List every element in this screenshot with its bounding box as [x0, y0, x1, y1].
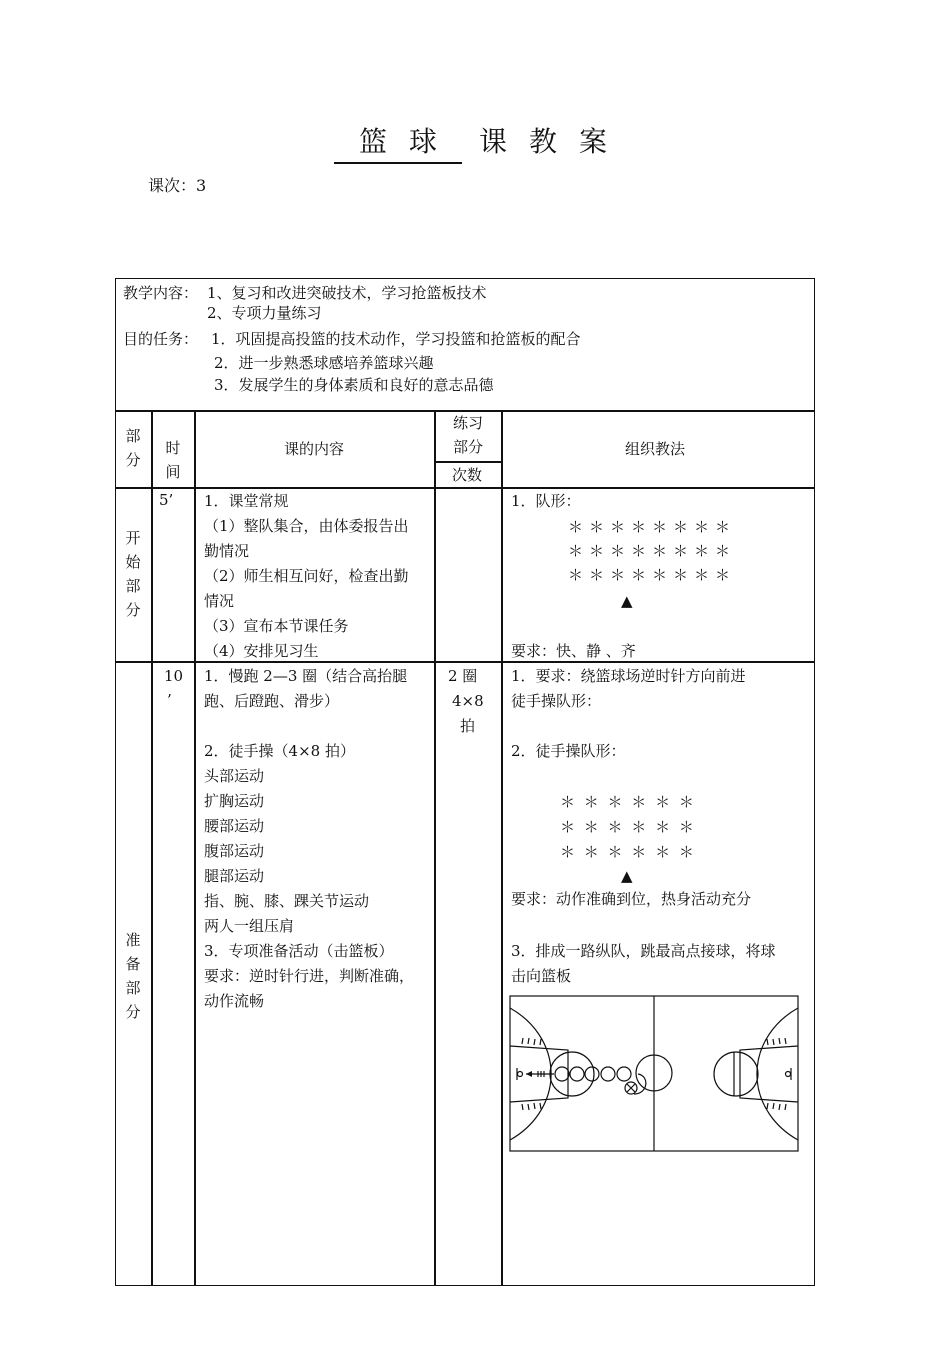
right-key — [740, 1046, 798, 1102]
header-practice: 练习部分 — [452, 414, 483, 456]
formation-row: ＊＊＊＊＊＊＊＊ — [568, 518, 737, 536]
prep-method-line: 徒手操队形： — [511, 692, 602, 710]
player-marker — [555, 1067, 569, 1081]
prep-line: 腿部运动 — [204, 867, 265, 885]
start-line: 勤情况 — [204, 542, 250, 560]
right-hoop — [786, 1072, 791, 1077]
prep-requirement: 要求：动作准确到位，热身活动充分 — [511, 890, 752, 908]
prep-line: 要求：逆时针行进，判断准确， — [204, 967, 415, 985]
start-line: （3）宣布本节课任务 — [204, 617, 349, 635]
start-line: （4）安排见习生 — [204, 642, 319, 660]
right-free-throw-circle — [714, 1052, 758, 1096]
prep-line: 头部运动 — [204, 767, 265, 785]
header-part: 部分 — [125, 427, 141, 469]
start-requirement: 要求：快、静 、齐 — [511, 642, 636, 660]
player-marker — [601, 1067, 615, 1081]
formation-row: ＊ ＊ ＊ ＊ ＊ ＊ — [560, 818, 696, 836]
start-line: 1．课堂常规 — [204, 492, 289, 510]
player-marker — [570, 1067, 584, 1081]
drill-line: 3．排成一路纵队，跳最高点接球，将球 — [511, 942, 776, 960]
divider — [151, 410, 153, 1286]
content-item-1: 1、复习和改进突破技术，学习抢篮板技术 — [207, 284, 487, 302]
header-content: 课的内容 — [284, 440, 345, 458]
header-count: 次数 — [452, 466, 483, 484]
title-underlined — [334, 120, 462, 164]
teacher-marker: ▲ — [621, 867, 633, 885]
prep-time: 10 — [164, 667, 184, 685]
right-three-point-arc — [757, 1008, 798, 1140]
lane-marks — [767, 1038, 786, 1110]
start-line: 情况 — [204, 592, 235, 610]
header-method: 组织教法 — [625, 440, 686, 458]
prep-line: 腰部运动 — [204, 817, 265, 835]
page-title — [0, 120, 952, 164]
player-marker — [617, 1067, 631, 1081]
lesson-number: 课次：3 — [148, 176, 207, 195]
title-char: 球 — [408, 125, 437, 158]
teacher-marker: ▲ — [621, 592, 633, 610]
prep-line: 腹部运动 — [204, 842, 265, 860]
prep-count: 4×8 — [452, 692, 484, 710]
formation-row: ＊ ＊ ＊ ＊ ＊ ＊ — [560, 793, 696, 811]
prep-line: 2．徒手操（4×8 拍） — [204, 742, 355, 760]
content-item-2: 2、专项力量练习 — [207, 304, 322, 322]
task-item-3: 3．发展学生的身体素质和良好的意志品德 — [214, 376, 494, 394]
arrow-head — [526, 1071, 532, 1077]
prep-count: 2 圈 — [448, 667, 478, 685]
prep-line: 指、腕、膝、踝关节运动 — [204, 892, 370, 910]
title-plain — [468, 120, 618, 160]
start-line: （1）整队集合，由体委报告出 — [204, 517, 409, 535]
prep-line: 动作流畅 — [204, 992, 265, 1010]
header-time: 时间 — [165, 439, 181, 481]
title-char: 篮 — [358, 125, 387, 158]
prep-method-line: 2．徒手操队形： — [511, 742, 626, 760]
court-diagram — [508, 994, 802, 1154]
drill-line: 击向篮板 — [511, 967, 572, 985]
prep-line: 两人一组压肩 — [204, 917, 295, 935]
divider — [434, 410, 436, 1286]
formation-row: ＊ ＊ ＊ ＊ ＊ ＊ — [560, 843, 696, 861]
task-label: 目的任务： — [123, 330, 199, 348]
divider — [194, 410, 196, 1286]
start-time: 5’ — [159, 491, 174, 509]
left-hoop — [518, 1072, 523, 1077]
content-label: 教学内容： — [123, 284, 199, 302]
left-free-throw-circle — [550, 1052, 594, 1096]
prep-line: 跑、后蹬跑、滑步） — [204, 692, 340, 710]
task-item-1: 1．巩固提高投篮的技术动作，学习投篮和抢篮板的配合 — [211, 330, 581, 348]
ball-marker-cross — [627, 1084, 635, 1092]
start-line: （2）师生相互问好，检查出勤 — [204, 567, 409, 585]
prep-line: 扩胸运动 — [204, 792, 265, 810]
divider — [501, 410, 503, 1286]
player-marker — [585, 1067, 599, 1081]
title-char: 案 — [579, 125, 608, 158]
section-label-start: 开始部分 — [125, 529, 141, 619]
title-char: 教 — [529, 125, 558, 158]
formation-row: ＊＊＊＊＊＊＊＊ — [568, 566, 737, 584]
start-method-title: 1．队形： — [511, 492, 581, 510]
prep-count: 拍 — [460, 717, 476, 735]
prep-line: 3．专项准备活动（击篮板） — [204, 942, 394, 960]
formation-row: ＊＊＊＊＊＊＊＊ — [568, 542, 737, 560]
task-item-2: 2．进一步熟悉球感培养篮球兴趣 — [214, 354, 434, 372]
section-label-prep: 准备部分 — [125, 931, 141, 1021]
prep-method-line: 1．要求：绕篮球场逆时针方向前进 — [511, 667, 746, 685]
prep-time-mark: ’ — [167, 691, 172, 709]
title-char: 课 — [478, 125, 507, 158]
prep-line: 1．慢跑 2—3 圈（结合高抬腿 — [204, 667, 408, 685]
